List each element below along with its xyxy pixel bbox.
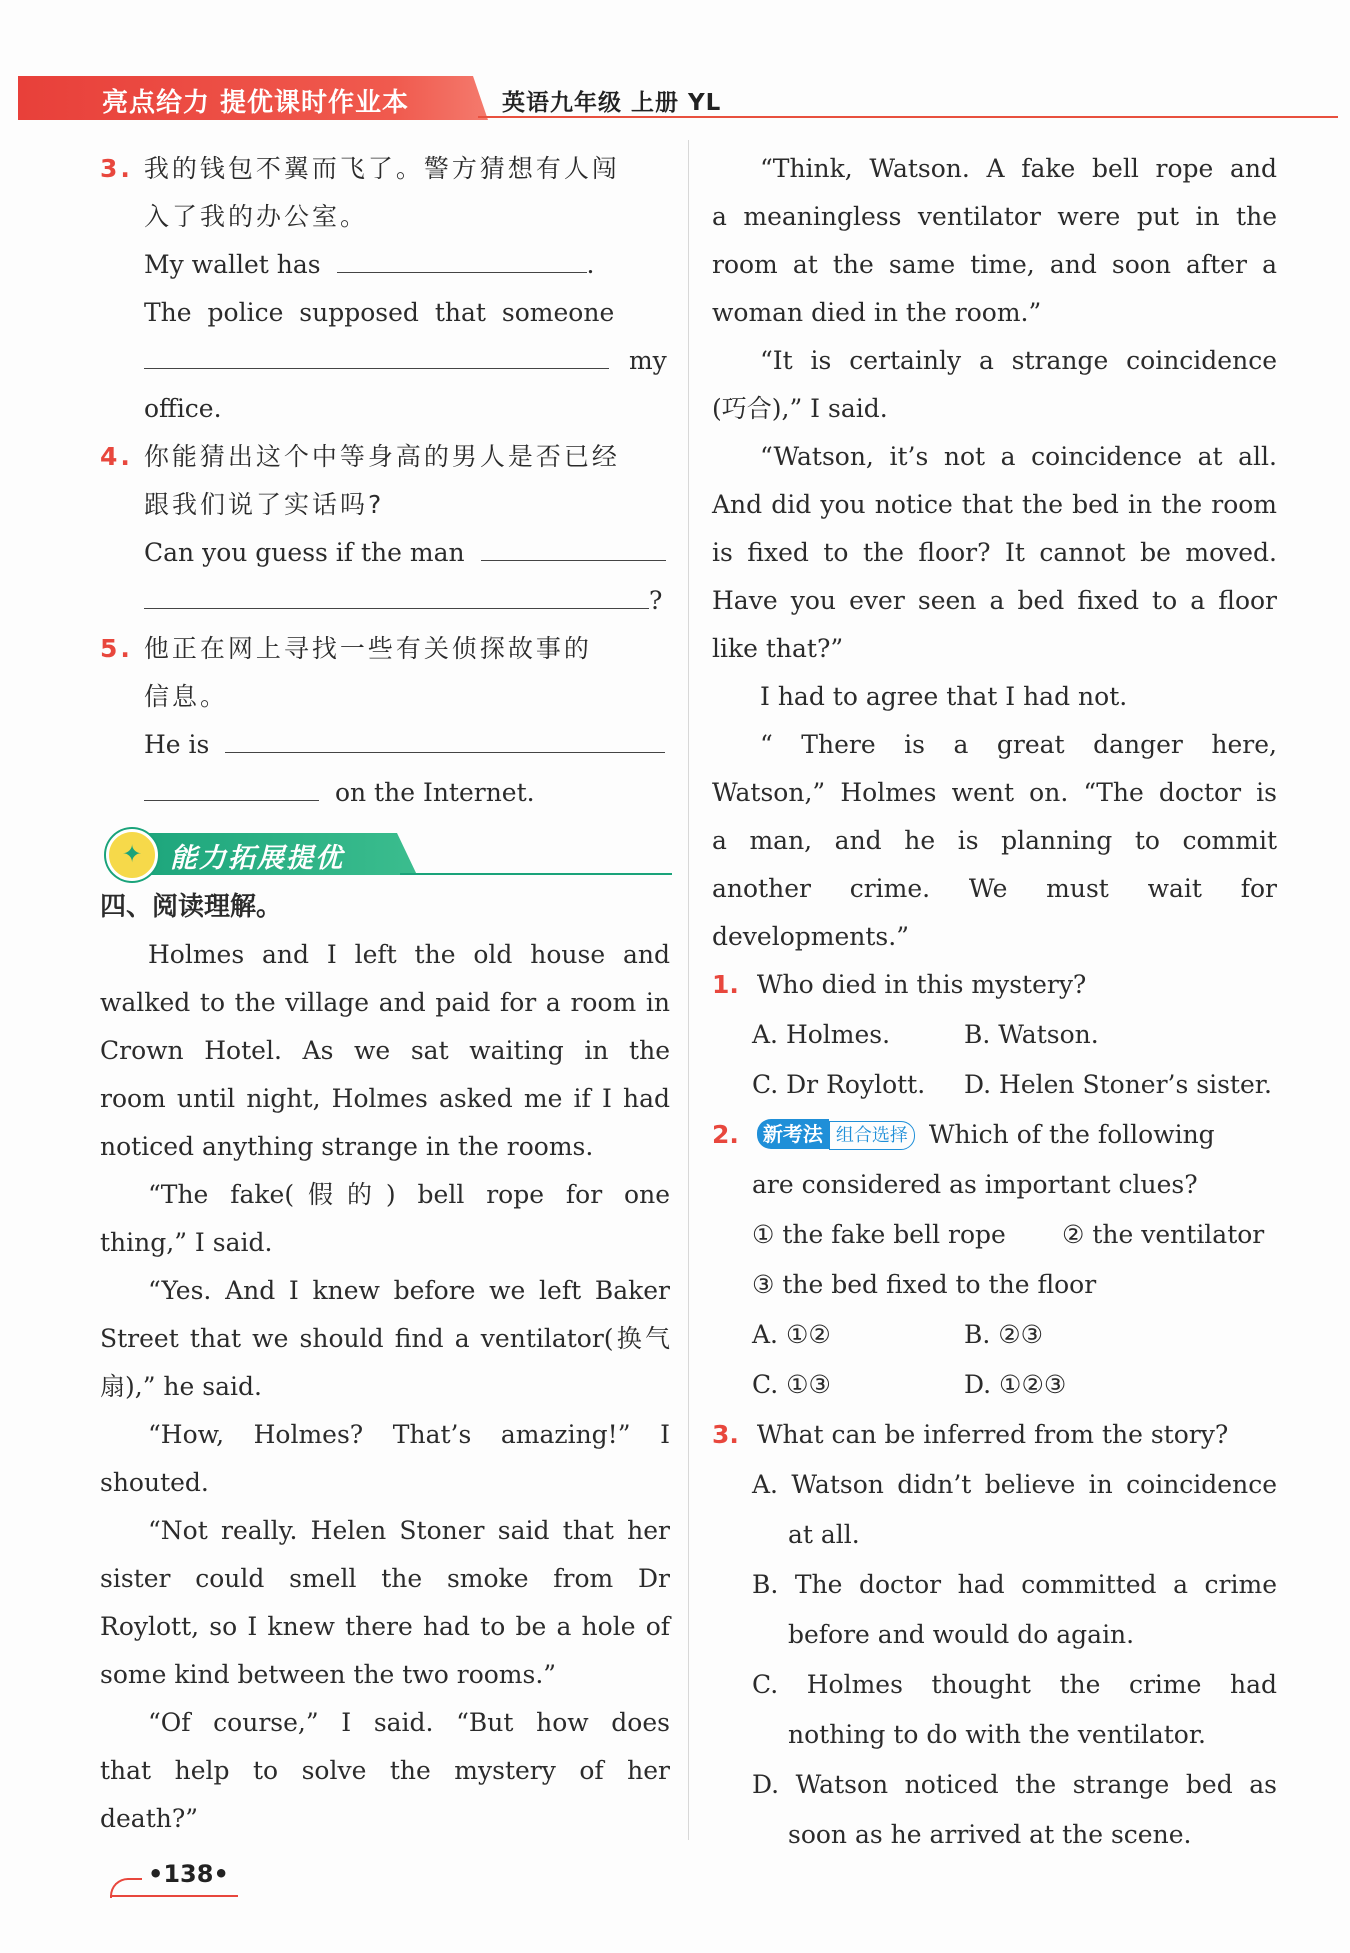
question-number: 5.: [100, 634, 133, 663]
question-number: 1.: [712, 970, 739, 999]
question-number: 3.: [712, 1420, 739, 1449]
q1-options-row-1: [712, 1011, 1277, 1061]
banner-rule: [400, 873, 672, 875]
page-header: [18, 76, 1338, 120]
answer-blank[interactable]: [337, 242, 587, 273]
passage-line: some kind between the two rooms.”: [100, 1660, 557, 1689]
translation-q5-cn-1: [100, 625, 670, 673]
option-b[interactable]: B. Watson.: [964, 1020, 1099, 1049]
translation-q3-en-4: office.: [144, 394, 222, 423]
translation-q3-cn-1: [100, 145, 670, 193]
translation-q3-cn-2: 入了我的办公室。: [144, 202, 369, 231]
q2-options-row-1: [712, 1311, 1277, 1361]
passage-line: “The fake(假的) bell rope for one: [148, 1180, 670, 1209]
section-title: 四、阅读理解。: [100, 892, 283, 922]
q2-options-row-2: [712, 1361, 1277, 1411]
en-text: ?: [649, 586, 663, 615]
question-number: 2.: [712, 1120, 739, 1149]
passage-line: “Of course,” I said. “But how does: [148, 1708, 670, 1737]
question-text: Who died in this mystery?: [756, 970, 1087, 999]
passage-line: room at the same time, and soon after a: [712, 250, 1277, 279]
option-c[interactable]: C. ①③: [752, 1370, 831, 1399]
banner-title: 能力拓展提优: [170, 843, 344, 874]
section-banner: [100, 823, 670, 883]
passage-line: “Yes. And I knew before we left Baker: [148, 1276, 670, 1305]
passage-line: room until night, Holmes asked me if I had: [100, 1084, 670, 1113]
en-text: Can you guess if the man: [144, 538, 465, 567]
passage-line: “How, Holmes? That’s amazing!” I: [148, 1420, 670, 1449]
passage-line: developments.”: [712, 922, 909, 951]
header-subject: 英语九年级 上册 YL: [502, 90, 722, 116]
passage-line: Holmes and I left the old house and: [148, 940, 670, 969]
header-brand: 亮点给力 提优课时作业本: [102, 88, 410, 118]
translation-q3-en-1: [100, 241, 670, 289]
passage-line: is fixed to the floor? It cannot be moved.: [712, 538, 1277, 567]
passage-line: sister could smell the smoke from Dr: [100, 1564, 670, 1593]
passage-line: “Think, Watson. A fake bell rope and: [760, 154, 1277, 183]
passage-line: And did you notice that the bed in the room: [712, 490, 1277, 519]
translation-q5-en-2: [100, 769, 670, 817]
passage-line: another crime. We must wait for: [712, 874, 1277, 903]
passage-line: thing,” I said.: [100, 1228, 273, 1257]
en-text: .: [586, 250, 595, 279]
option-c[interactable]: C. Dr Roylott.: [752, 1070, 926, 1099]
right-column: [712, 145, 1277, 1861]
option-a[interactable]: A. Watson didn’t believe in coincidence: [752, 1470, 1277, 1499]
en-text: on the Internet.: [334, 778, 535, 807]
passage-line: “It is certainly a strange coincidence: [760, 346, 1277, 375]
lightbulb-icon: ✦: [106, 829, 158, 881]
reading-passage-left: [100, 931, 670, 1843]
question-2-cont: are considered as important clues?: [752, 1170, 1198, 1199]
question-2: [712, 1111, 1277, 1161]
option-d[interactable]: D. ①②③: [964, 1370, 1067, 1399]
passage-line: Street that we should find a ventilator(换气: [100, 1324, 670, 1353]
page-number: •138•: [148, 1860, 229, 1888]
translation-q5-en-1: [100, 721, 670, 769]
answer-blank[interactable]: [481, 530, 666, 561]
option-a-cont: at all.: [788, 1520, 860, 1549]
translation-q5-cn-2: 信息。: [144, 682, 229, 711]
passage-line: (巧合),” I said.: [712, 394, 888, 423]
page-number-rule: [110, 1895, 238, 1897]
passage-line: I had to agree that I had not.: [760, 682, 1128, 711]
question-number: 4.: [100, 442, 133, 471]
question-text: What can be inferred from the story?: [756, 1420, 1229, 1449]
translation-q3-en-2: The police supposed that someone: [144, 298, 615, 327]
option-b[interactable]: B. The doctor had committed a crime: [752, 1570, 1277, 1599]
answer-blank[interactable]: [144, 338, 609, 369]
passage-line: Have you ever seen a bed fixed to a floor: [712, 586, 1277, 615]
passage-line: a man, and he is planning to commit: [712, 826, 1277, 855]
passage-line: “Watson, it’s not a coincidence at all.: [760, 442, 1277, 471]
cn-text: 我的钱包不翼而飞了。警方猜想有人闯: [143, 154, 620, 183]
en-text: My wallet has: [144, 250, 321, 279]
q1-options-row-2: [712, 1061, 1277, 1111]
passage-line: that help to solve the mystery of her: [100, 1756, 670, 1785]
translation-q4-en-2: [100, 577, 670, 625]
question-text: Which of the following: [928, 1120, 1215, 1149]
combination-tag: 组合选择: [829, 1121, 915, 1150]
passage-line: “ There is a great danger here,: [760, 730, 1277, 759]
new-method-tag: 新考法: [757, 1119, 829, 1149]
option-d[interactable]: D. Helen Stoner’s sister.: [964, 1070, 1272, 1099]
q2-clues-row-1: [712, 1211, 1277, 1261]
option-a[interactable]: A. ①②: [752, 1320, 831, 1349]
option-b[interactable]: B. ②③: [964, 1320, 1044, 1349]
passage-line: noticed anything strange in the rooms.: [100, 1132, 594, 1161]
q2-clues-row-2: ③ the bed fixed to the floor: [752, 1270, 1097, 1299]
passage-line: Roylott, so I knew there had to be a hole of: [100, 1612, 670, 1641]
option-b-cont: before and would do again.: [788, 1620, 1135, 1649]
cn-text: 你能猜出这个中等身高的男人是否已经: [143, 442, 620, 471]
answer-blank[interactable]: [144, 770, 319, 801]
passage-line: “Not really. Helen Stoner said that her: [148, 1516, 670, 1545]
passage-line: walked to the village and paid for a room in: [100, 988, 670, 1017]
passage-line: shouted.: [100, 1468, 209, 1497]
passage-line: death?”: [100, 1804, 199, 1833]
answer-blank[interactable]: [144, 578, 649, 609]
option-d[interactable]: D. Watson noticed the strange bed as: [752, 1770, 1277, 1799]
translation-q4-cn-1: [100, 433, 670, 481]
passage-line: like that?”: [712, 634, 844, 663]
option-a[interactable]: A. Holmes.: [752, 1020, 891, 1049]
passage-line: Watson,” Holmes went on. “The doctor is: [712, 778, 1277, 807]
clue-1: ① the fake bell rope: [752, 1220, 1006, 1249]
question-3: [712, 1411, 1277, 1461]
option-d-cont: soon as he arrived at the scene.: [788, 1820, 1192, 1849]
passage-line: Crown Hotel. As we sat waiting in the: [100, 1036, 670, 1065]
reading-passage-right: [712, 145, 1277, 961]
option-c-cont: nothing to do with the ventilator.: [788, 1720, 1206, 1749]
passage-line: woman died in the room.”: [712, 298, 1042, 327]
cn-text: 他正在网上寻找一些有关侦探故事的: [143, 634, 592, 663]
translation-q4-en-1: [100, 529, 670, 577]
header-rule: [478, 116, 1338, 118]
en-text: He is: [144, 730, 210, 759]
question-number: 3.: [100, 154, 133, 183]
option-c[interactable]: C. Holmes thought the crime had: [752, 1670, 1277, 1699]
en-text: my: [628, 346, 667, 375]
translation-q3-en-3: [100, 337, 670, 385]
question-1: [712, 961, 1277, 1011]
answer-blank[interactable]: [225, 722, 665, 753]
passage-line: a meaningless ventilator were put in the: [712, 202, 1277, 231]
column-divider: [688, 140, 689, 1840]
left-column: [100, 145, 670, 1843]
translation-q4-cn-2: 跟我们说了实话吗?: [144, 490, 385, 519]
clue-2: ② the ventilator: [1062, 1220, 1265, 1249]
passage-line: 扇),” he said.: [100, 1372, 262, 1401]
